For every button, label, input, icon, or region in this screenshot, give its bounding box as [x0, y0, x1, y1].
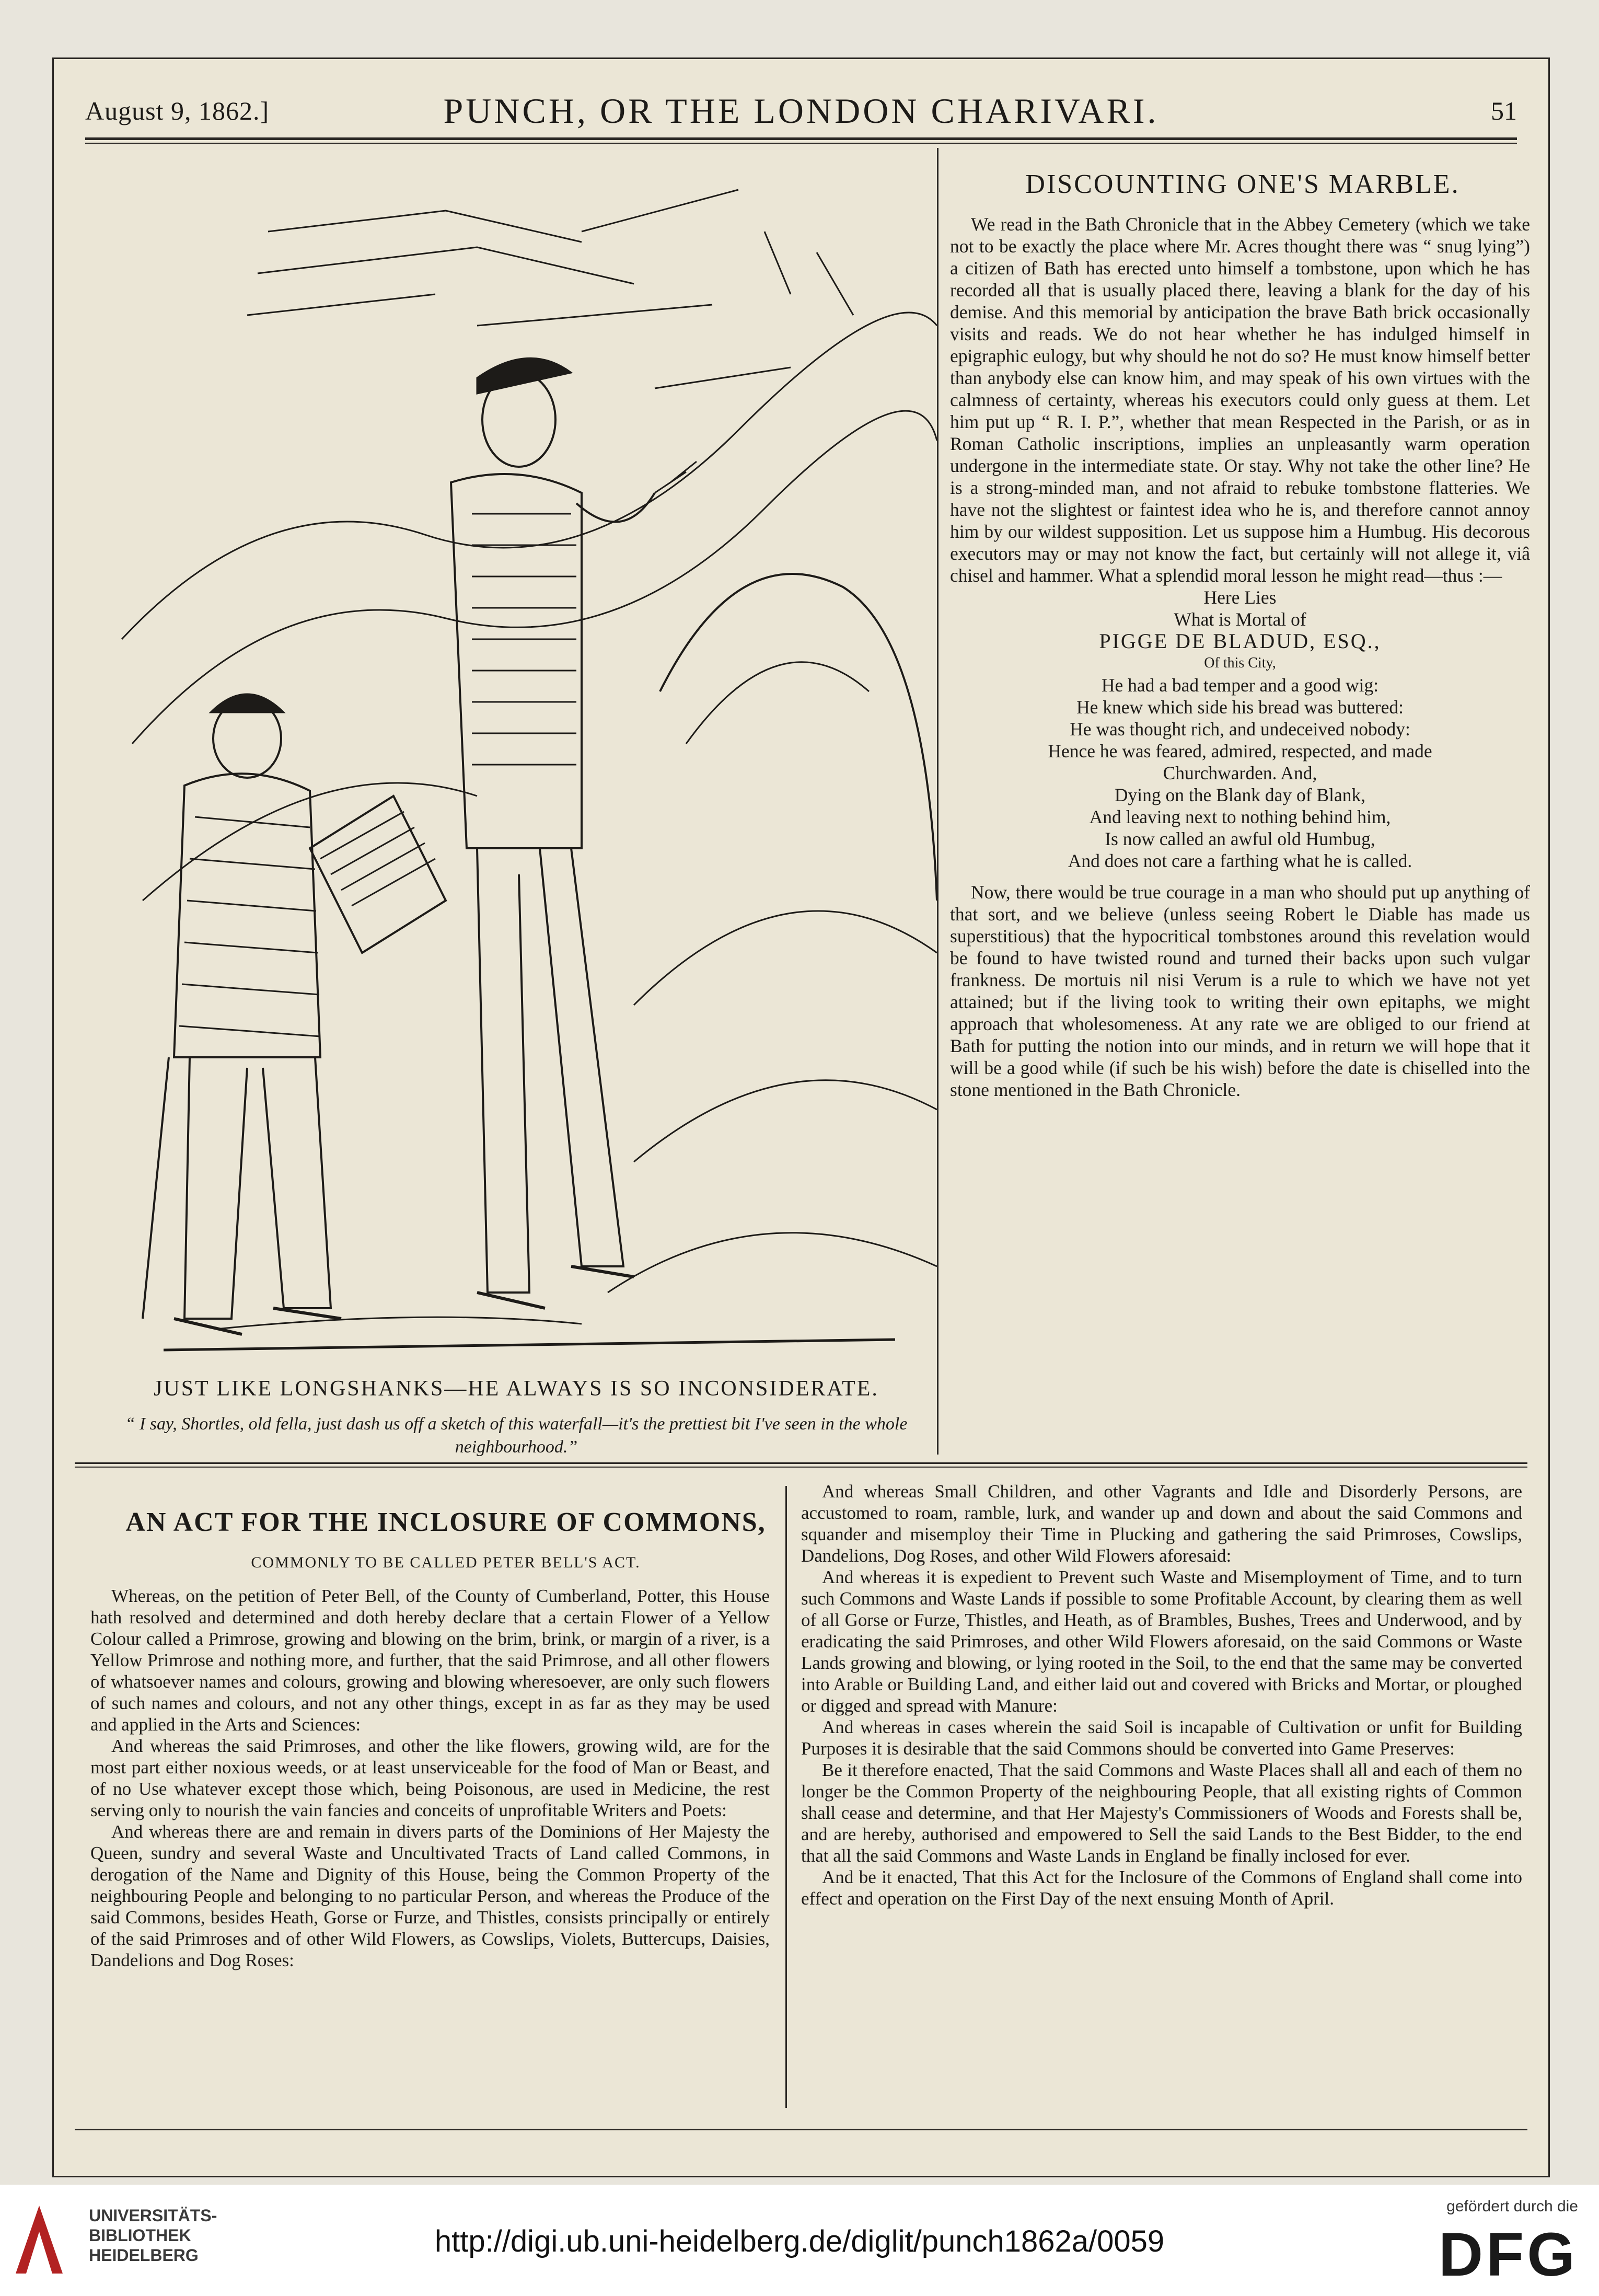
- verse-line: PIGGE DE BLADUD, ESQ.,: [1099, 629, 1381, 653]
- header-rule-thin: [85, 143, 1517, 144]
- dfg-logo: DFG: [1438, 2220, 1578, 2289]
- cartoon-caption-title: JUST LIKE LONGSHANKS—HE ALWAYS IS SO INCONSIDERATE.: [154, 1377, 879, 1401]
- article-body-marble: [950, 213, 1530, 1101]
- page-header: [85, 90, 1517, 137]
- verse-line: Is now called an awful old Humbug,: [1105, 828, 1375, 849]
- newspaper-page: [52, 57, 1550, 2177]
- commons-right-column: [801, 1481, 1522, 1909]
- commons-left-column: [90, 1585, 770, 1971]
- article-paragraph: And whereas it is expedient to Prevent such Waste and Misemployment of Time, and to turn such Commons and Waste Lands if possible to some Profitable Account, by clearing them as well of all Gorse or Furze, Thistles, and Heath, as of Brambles, Bushes, Trees and Underwood, and by eradicating the said Primroses, and other Wild Flowers aforesaid, on the said Commons or Waste Lands growing and blowing, or lying rooted in the Soil, to the end that the same may be converted into Arable or Building Land, and either laid out and covered with Bricks and Mortar, or ploughed or digged and spread with Manure:: [801, 1567, 1522, 1716]
- verse-line: He had a bad temper and a good wig:: [1101, 675, 1379, 696]
- column-divider-bottom: [785, 1486, 787, 2108]
- library-footer: [0, 2185, 1599, 2296]
- article-paragraph: And whereas Small Children, and other Vagrants and Idle and Disorderly Persons, are accustomed to roam, ramble, lurk, and wander up and down and about the said Commons and squander and misemploy their Time in Plucking and gathering the said Primroses, Cowslips, Dandelions, Dog Roses, and other Wild Flowers aforesaid:: [801, 1481, 1522, 1566]
- article-title-marble: DISCOUNTING ONE'S MARBLE.: [1025, 169, 1460, 199]
- cartoon-caption-quote: “ I say, Shortles, old fella, just dash us off a sketch of this waterfall—it's the prettiest bit I've seen in the whole neighbourhood.”: [125, 1414, 908, 1457]
- verse-line: Here Lies: [1203, 587, 1277, 608]
- article-subtitle-commons: COMMONLY TO BE CALLED PETER BELL'S ACT.: [251, 1554, 641, 1571]
- page-number: 51: [1491, 96, 1517, 125]
- verse-line: Dying on the Blank day of Blank,: [1114, 784, 1366, 805]
- section-rule-thin: [75, 1467, 1527, 1468]
- article-paragraph: Whereas, on the petition of Peter Bell, of the County of Cumberland, Potter, this House hath resolved and determined and doth hereby declare that a certain Flower of a Yellow Colour called a Primrose, growing and blowing on the brim, brink, or margin of a river, is a Yellow Primrose and nothing more, and further, that the said Primrose, and all other flowers of whatsoever names and colours, growing and blowing wheresoever, are only such flowers of such names and colours, and not any other things, except in as far as they may be used and applied in the Arts and Sciences:: [90, 1586, 770, 1735]
- article-paragraph: Now, there would be true courage in a man who should put up anything of that sort, and we believe (unless seeing Robert le Diable has made us superstitious) that the hypocritical tombstones around this revelation would be found to have twisted round and turned their backs upon such vulgar frankness. De mortuis nil nisi Verum is a rule to which we have not yet attained; but if the living took to writing their own epitaphs, we might approach that wholesomeness. At any rate we are obliged to our friend at Bath for putting the notion into our minds, and in return we will hope that it will be a good while (if such be his wish) before the date is chiselled into the stone mentioned in the Bath Chronicle.: [950, 882, 1530, 1100]
- section-rule: [75, 1462, 1527, 1464]
- epitaph-verse: [950, 586, 1530, 872]
- cartoon-illustration: [111, 169, 947, 1366]
- library-name: UNIVERSITÄTS- BIBLIOTHEK HEIDELBERG: [89, 2206, 217, 2265]
- masthead-title: PUNCH, OR THE LONDON CHARIVARI.: [443, 91, 1159, 131]
- funding-label: gefördert durch die: [1446, 2198, 1578, 2215]
- verse-line: He knew which side his bread was buttered:: [1076, 697, 1404, 718]
- article-paragraph: We read in the Bath Chronicle that in the Abbey Cemetery (which we take not to be exactly the place where Mr. Acres thought there was “ snug lying”) a citizen of Bath has erected unto himself a tombstone, upon which he has recorded all that is usually placed there, leaving a blank for the day of his demise. And this memorial by anticipation the brave Bath brick occasionally visits and reads. We do not hear whether he has indulged himself in epigraphic eulogy, but why should he not do so? He must know himself better than anybody else can know him, and may speak of his own virtues with the calmness of certainty, whereas his executors could only guess at them. Let him put up “ R. I. P.”, whether that mean Respected in the Parish, or as in Roman Catholic inscriptions, implies an unpleasantly warm operation undergone in the intermediate state. Or stay. Why not take the other line? He is a strong-minded man, and not afraid to rebuke tombstone flatteries. We have not the slightest or faintest idea who he is, and therefore cannot annoy him by our wildest supposition. Let us suppose him a Humbug. His decorous executors may or may not know the fact, but certainly will not allege it, viâ chisel and hammer. What a splendid moral lesson he might read—thus :—: [950, 214, 1530, 586]
- article-title-commons: AN ACT FOR THE INCLOSURE OF COMMONS,: [125, 1507, 766, 1537]
- verse-line: He was thought rich, and undeceived nobody:: [1070, 719, 1410, 740]
- article-paragraph: And whereas there are and remain in divers parts of the Dominions of Her Majesty the Queen, sundry and several Waste and Uncultivated Tracts of Land called Commons, in derogation of the Name and Dignity of this House, being the Common Property of the neighbouring People and belonging to no particular Person, and whereas the Produce of the said Commons, besides Heath, Gorse or Furze, and Thistles, consists principally or entirely of the said Primroses and of other Wild Flowers, as Cowslips, Violets, Buttercups, Daisies, Dandelions and Dog Roses:: [90, 1821, 770, 1970]
- article-paragraph: And be it enacted, That this Act for the Inclosure of the Commons of England shall come into effect and operation on the First Day of the next ensuing Month of April.: [801, 1867, 1522, 1909]
- verse-line: What is Mortal of: [1174, 609, 1306, 630]
- source-url-link[interactable]: http://digi.ub.uni-heidelberg.de/diglit/punch1862a/0059: [434, 2224, 1165, 2258]
- verse-line: Of this City,: [1204, 655, 1276, 671]
- article-paragraph: Be it therefore enacted, That the said Commons and Waste Places shall all and each of them no longer be the Common Property of the neighbouring People, that all existing rights of Common shall cease and determine, and that Her Majesty's Commissioners of Woods and Forests shall be, and are hereby, authorised and empowered to Sell the said Lands to the Best Bidder, to the end that all the said Commons and Waste Lands in England be finally inclosed for ever.: [801, 1760, 1522, 1866]
- article-paragraph: And whereas in cases wherein the said Soil is incapable of Cultivation or unfit for Building Purposes it is desirable that the said Commons should be converted into Game Preserves:: [801, 1717, 1522, 1759]
- issue-date: August 9, 1862.]: [85, 96, 270, 125]
- bottom-rule: [75, 2129, 1527, 2130]
- verse-line: Churchwarden. And,: [1163, 763, 1317, 783]
- header-rule: [85, 137, 1517, 140]
- article-paragraph: And whereas the said Primroses, and other the like flowers, growing wild, are for the most part either noxious weeds, or at least unserviceable for the food of Man or Beast, and of no Use whatever except those which, being Poisonous, are used in Medicine, the rest serving only to nourish the vain fancies and conceits of unprofitable Writers and Poets:: [90, 1736, 770, 1820]
- verse-line: And leaving next to nothing behind him,: [1089, 806, 1391, 827]
- verse-line: Hence he was feared, admired, respected, and made: [1048, 741, 1432, 762]
- verse-line: And does not care a farthing what he is called.: [1068, 850, 1412, 871]
